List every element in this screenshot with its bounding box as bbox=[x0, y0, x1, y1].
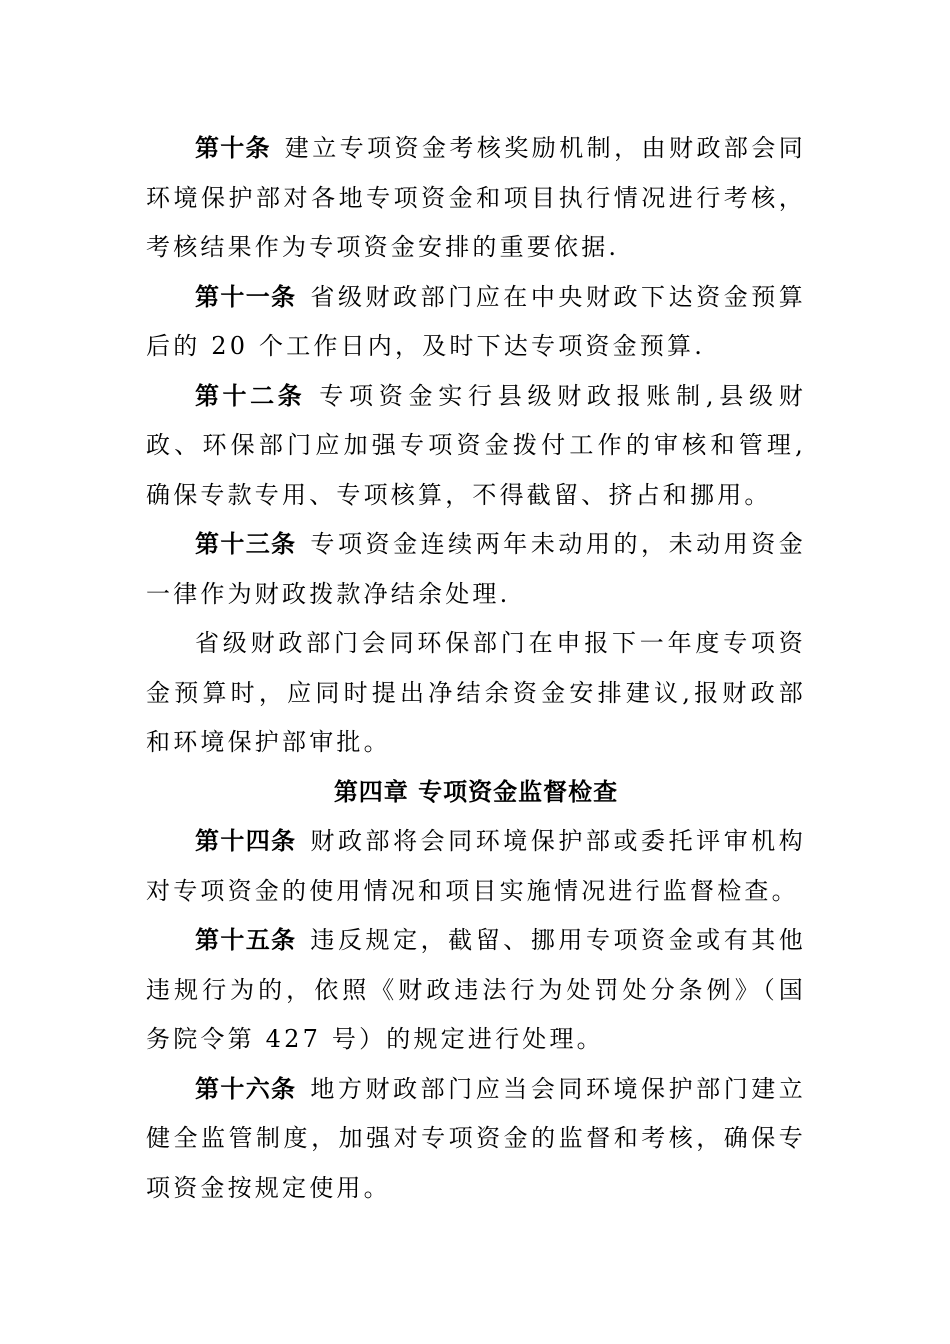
article-label: 第十三条 bbox=[195, 530, 297, 558]
article-14 bbox=[146, 817, 806, 916]
article-label: 第十一条 bbox=[195, 282, 297, 311]
article-label: 第十二条 bbox=[195, 381, 306, 410]
article-11 bbox=[146, 273, 806, 372]
article-label: 第十四条 bbox=[195, 827, 297, 855]
article-label: 第十六条 bbox=[195, 1074, 297, 1103]
article-text: 专项资金实行县级财政报账制,县级财政、环保部门应加强专项资金拨付工作的审核和管理,确保专款专用、专项核算，不得截留、挤占和挪用。 bbox=[146, 381, 807, 509]
article-text: 地方财政部门应当会同环境保护部门建立健全监管制度，加强对专项资金的监督和考核，确保专项资金按规定使用。 bbox=[146, 1074, 807, 1202]
plain-paragraph: 省级财政部门会同环保部门在申报下一年度专项资金预算时，应同时提出净结余资金安排建议,报财政部和环境保护部审批。 bbox=[146, 629, 806, 756]
article-text: 建立专项资金考核奖励机制，由财政部会同环境保护部对各地专项资金和项目执行情况进行考核，考核结果作为专项资金安排的重要依据. bbox=[146, 134, 806, 261]
article-text: 专项资金连续两年未动用的，未动用资金一律作为财政拨款净结余处理. bbox=[146, 530, 807, 608]
article-label: 第十五条 bbox=[195, 926, 297, 954]
article-16 bbox=[146, 1065, 806, 1214]
chapter-title: 第四章 专项资金监督检查 bbox=[333, 777, 619, 806]
article-12 bbox=[146, 372, 806, 521]
article-10 bbox=[146, 124, 806, 273]
article-13 bbox=[146, 520, 806, 619]
article-15 bbox=[146, 916, 806, 1065]
article-text: 省级财政部门应在中央财政下达资金预算后的 20 个工作日内，及时下达专项资金预算. bbox=[146, 282, 807, 360]
document-page bbox=[146, 124, 806, 1213]
article-label: 第十条 bbox=[195, 134, 271, 162]
article-text: 违反规定，截留、挪用专项资金或有其他违规行为的，依照《财政违法行为处罚处分条例》（国务院令第 427 号）的规定进行处理。 bbox=[146, 926, 807, 1053]
article-text: 财政部将会同环境保护部或委托评审机构对专项资金的使用情况和项目实施情况进行监督检查。 bbox=[146, 827, 807, 905]
